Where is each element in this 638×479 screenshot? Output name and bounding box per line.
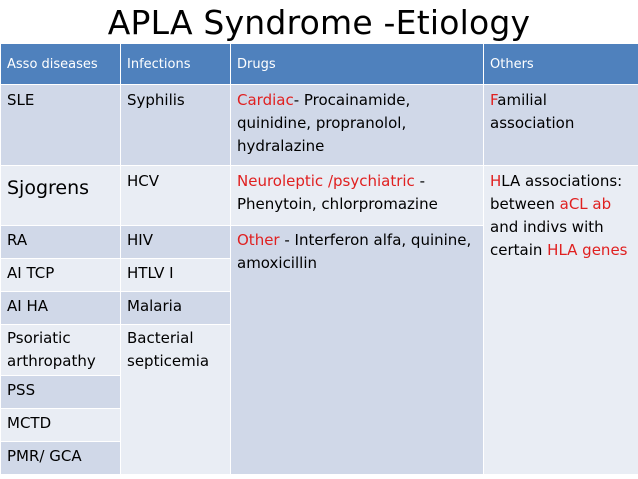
indivs-text: and indivs with certain	[490, 218, 604, 259]
drug-list: - Procainamide, quinidine, propranolol, hydralazine	[237, 91, 411, 155]
table-row	[1, 166, 638, 226]
hla-text: LA associations: between	[490, 172, 623, 213]
page-title: APLA Syndrome -Etiology	[107, 3, 531, 42]
drug-cell-cardiac	[231, 85, 484, 166]
infection-cell: Malaria	[121, 292, 231, 325]
hla-initial: H	[490, 172, 502, 190]
infection-cell: HTLV I	[121, 259, 231, 292]
acl-ab: aCL ab	[559, 195, 612, 213]
disease-cell: AI TCP	[1, 259, 121, 292]
infection-cell: Syphilis	[121, 85, 231, 166]
table-row	[1, 85, 638, 166]
header-drugs: Drugs	[231, 44, 484, 85]
disease-cell: PMR/ GCA	[1, 442, 121, 475]
infection-cell: HCV	[121, 166, 231, 226]
familial-text: amilial association	[490, 91, 575, 132]
drug-cell-neuroleptic	[231, 166, 484, 226]
header-asso-diseases: Asso diseases	[1, 44, 121, 85]
disease-cell: SLE	[1, 85, 121, 166]
disease-cell: MCTD	[1, 409, 121, 442]
disease-cell: Psoriatic arthropathy	[1, 325, 121, 376]
infection-cell: HIV	[121, 226, 231, 259]
familial-initial: F	[490, 91, 498, 109]
others-cell-hla	[484, 166, 638, 475]
header-infections: Infections	[121, 44, 231, 85]
header-others: Others	[484, 44, 638, 85]
drug-category-label: Other	[237, 231, 280, 249]
drug-list: - Interferon alfa, quinine, amoxicillin	[237, 231, 472, 272]
drug-cell-other	[231, 226, 484, 475]
others-cell-familial	[484, 85, 638, 166]
header-row	[1, 44, 638, 85]
hla-genes: HLA genes	[547, 241, 628, 259]
disease-cell: Sjogrens	[1, 166, 121, 226]
disease-cell: AI HA	[1, 292, 121, 325]
disease-cell: PSS	[1, 376, 121, 409]
drug-category-label: Neuroleptic /psychiatric	[237, 172, 415, 190]
disease-cell: RA	[1, 226, 121, 259]
drug-list: - Phenytoin, chlorpromazine	[237, 172, 438, 213]
etiology-table	[0, 43, 638, 475]
infection-cell: Bacterial septicemia	[121, 325, 231, 475]
drug-category-label: Cardiac	[237, 91, 294, 109]
